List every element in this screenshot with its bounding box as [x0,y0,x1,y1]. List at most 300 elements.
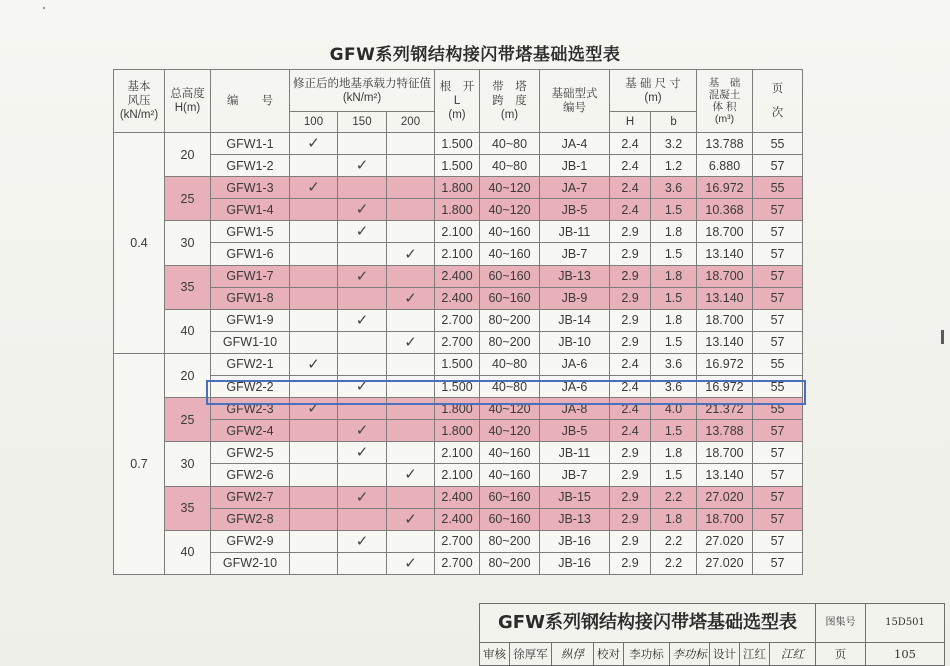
size-h-cell: 2.4 [610,155,651,177]
volume-cell: 21.372 [697,398,753,420]
foundation-type-cell: JB-11 [540,221,610,243]
root-spacing-cell: 2.700 [435,309,480,331]
bearing-check-cell [290,331,338,353]
root-spacing-cell: 2.100 [435,442,480,464]
bearing-check-cell [338,486,387,508]
check-mark-icon: ✓ [404,288,417,307]
bearing-check-cell [387,265,435,287]
header-text: 基础型式 [551,88,598,100]
size-b-cell: 1.8 [651,265,697,287]
bearing-check-cell [290,199,338,221]
table-body [114,133,803,575]
span-cell: 40~80 [480,376,540,398]
size-b-cell: 3.6 [651,376,697,398]
header-bearing-100: 100 [290,112,338,133]
code-cell: GFW2-2 [211,376,290,398]
header-text: L [453,95,461,107]
page-cell: 57 [753,530,803,552]
size-h-cell: 2.4 [610,177,651,199]
header-text: 跨 度 [492,95,527,107]
table-row [114,133,803,155]
bearing-check-cell [338,177,387,199]
code-cell: GFW2-8 [211,508,290,530]
review-signature: 纵俘 [552,642,594,666]
code-cell: GFW2-6 [211,464,290,486]
check-mark-icon: ✓ [307,178,320,197]
size-b-cell: 1.5 [651,464,697,486]
bearing-check-cell [338,376,387,398]
foundation-type-cell: JB-10 [540,331,610,353]
size-h-cell: 2.9 [610,309,651,331]
volume-cell: 16.972 [697,376,753,398]
root-spacing-cell: 1.800 [435,177,480,199]
header-text: 修正后的地基承载力特征值 [293,77,431,90]
bearing-check-cell [387,287,435,309]
page-cell: 57 [753,442,803,464]
span-cell: 40~120 [480,420,540,442]
volume-cell: 13.788 [697,133,753,155]
header-text: 体 积 [712,101,737,113]
header-bearing-200: 200 [387,112,435,133]
root-spacing-cell: 2.700 [435,530,480,552]
bearing-check-cell [338,309,387,331]
bearing-check-cell [387,155,435,177]
height-cell: 20 [165,133,211,177]
wind-pressure-cell: 0.7 [114,353,165,574]
design-label: 设计 [710,642,740,666]
review-label: 审核 [480,642,510,666]
span-cell: 40~80 [480,155,540,177]
bearing-check-cell [338,442,387,464]
size-b-cell: 1.5 [651,420,697,442]
size-h-cell: 2.4 [610,376,651,398]
root-spacing-cell: 1.500 [435,353,480,375]
table-row [114,552,803,574]
table-row [114,530,803,552]
bearing-check-cell [338,243,387,265]
bearing-check-cell [387,552,435,574]
size-b-cell: 1.5 [651,243,697,265]
volume-cell: 6.880 [697,155,753,177]
code-cell: GFW1-1 [211,133,290,155]
header-size-h: H [610,112,651,133]
bearing-check-cell [338,353,387,375]
span-cell: 80~200 [480,309,540,331]
header-bearing-150: 150 [338,112,387,133]
size-b-cell: 2.2 [651,530,697,552]
volume-cell: 13.140 [697,287,753,309]
code-cell: GFW1-2 [211,155,290,177]
size-h-cell: 2.9 [610,464,651,486]
speck [43,7,45,9]
table-row [114,353,803,375]
design-signature: 江红 [770,642,816,666]
bearing-check-cell [387,133,435,155]
table-row [114,199,803,221]
bearing-check-cell [387,177,435,199]
size-h-cell: 2.9 [610,486,651,508]
size-h-cell: 2.4 [610,420,651,442]
bearing-check-cell [387,442,435,464]
root-spacing-cell: 1.800 [435,398,480,420]
header-text: 编号 [563,102,587,114]
table-row [114,376,803,398]
bearing-check-cell [387,376,435,398]
volume-cell: 18.700 [697,309,753,331]
bearing-check-cell [338,552,387,574]
height-cell: 30 [165,221,211,265]
table-row [114,309,803,331]
header-text: 基本 [127,81,151,93]
size-b-cell: 1.8 [651,508,697,530]
volume-cell: 10.368 [697,199,753,221]
size-h-cell: 2.9 [610,530,651,552]
size-b-cell: 3.6 [651,353,697,375]
code-cell: GFW1-8 [211,287,290,309]
table-row [114,155,803,177]
height-cell: 25 [165,398,211,442]
page-cell: 57 [753,508,803,530]
bearing-check-cell [387,530,435,552]
root-spacing-cell: 1.500 [435,133,480,155]
check-mark-icon: ✓ [355,266,369,285]
foundation-type-cell: JB-16 [540,552,610,574]
check-mark-icon: ✓ [355,531,369,550]
page-number: 105 [894,647,916,661]
page-cell: 57 [753,199,803,221]
span-cell: 40~120 [480,177,540,199]
header-text: (m) [644,91,662,104]
foundation-type-cell: JB-9 [540,287,610,309]
bearing-check-cell [290,309,338,331]
header-wind-pressure [114,70,165,133]
code-cell: GFW2-1 [211,353,290,375]
size-h-cell: 2.9 [610,552,651,574]
root-spacing-cell: 2.100 [435,221,480,243]
page-cell: 57 [753,331,803,353]
size-h-cell: 2.9 [610,265,651,287]
bearing-check-cell [290,420,338,442]
size-b-cell: 2.2 [651,552,697,574]
height-cell: 35 [165,486,211,530]
volume-cell: 13.140 [697,331,753,353]
foundation-type-cell: JB-7 [540,464,610,486]
size-b-cell: 1.8 [651,442,697,464]
bearing-check-cell [290,486,338,508]
code-cell: GFW1-3 [211,177,290,199]
span-cell: 60~160 [480,508,540,530]
table-row [114,464,803,486]
code-cell: GFW1-10 [211,331,290,353]
volume-cell: 18.700 [697,508,753,530]
bearing-check-cell [387,309,435,331]
foundation-type-cell: JB-5 [540,199,610,221]
bearing-check-cell [387,508,435,530]
bearing-check-cell [290,508,338,530]
size-b-cell: 1.8 [651,221,697,243]
span-cell: 80~200 [480,530,540,552]
header-text: (m) [448,109,466,121]
check-mark-icon: ✓ [307,134,320,153]
check-mark-icon: ✓ [404,465,417,484]
check-mark-icon: ✓ [355,222,369,241]
table-row [114,508,803,530]
header-size-b: b [651,112,697,133]
table-row [114,331,803,353]
bearing-check-cell [290,464,338,486]
bearing-check-cell [290,376,338,398]
foundation-type-cell: JB-11 [540,442,610,464]
span-cell: 60~160 [480,265,540,287]
check-mark-icon: ✓ [307,399,320,418]
code-cell: GFW2-4 [211,420,290,442]
header-height [165,70,211,133]
page-cell: 57 [753,464,803,486]
foundation-type-cell: JB-7 [540,243,610,265]
page-cell: 55 [753,353,803,375]
code-cell: GFW1-4 [211,199,290,221]
span-cell: 40~120 [480,398,540,420]
header-foundation-type [540,70,610,133]
height-cell: 25 [165,177,211,221]
volume-cell: 16.972 [697,353,753,375]
size-b-cell: 3.6 [651,177,697,199]
bearing-check-cell [338,508,387,530]
bearing-check-cell [387,353,435,375]
size-b-cell: 4.0 [651,398,697,420]
code-cell: GFW2-7 [211,486,290,508]
header-concrete-volume [697,70,753,133]
volume-cell: 27.020 [697,552,753,574]
bearing-check-cell [387,420,435,442]
check-mark-icon: ✓ [355,443,369,462]
table-row [114,486,803,508]
code-cell: GFW1-9 [211,309,290,331]
root-spacing-cell: 1.800 [435,420,480,442]
bearing-check-cell [338,464,387,486]
header-text: H(m) [174,102,201,114]
foundation-type-cell: JA-7 [540,177,610,199]
foundation-type-cell: JA-6 [540,376,610,398]
bearing-check-cell [290,133,338,155]
bearing-check-cell [338,287,387,309]
span-cell: 60~160 [480,287,540,309]
page-cell: 57 [753,221,803,243]
check-label: 校对 [594,642,624,666]
header-bearing [290,70,435,112]
page-cell: 57 [753,265,803,287]
bearing-check-cell [338,398,387,420]
code-cell: GFW2-3 [211,398,290,420]
bearing-check-cell [290,398,338,420]
span-cell: 40~160 [480,243,540,265]
header-text: 基 础 尺 寸 [625,77,681,90]
bearing-check-cell [290,265,338,287]
height-cell: 20 [165,353,211,397]
size-h-cell: 2.9 [610,243,651,265]
bearing-check-cell [290,552,338,574]
size-h-cell: 2.9 [610,331,651,353]
span-cell: 40~160 [480,442,540,464]
wind-pressure-cell: 0.4 [114,133,165,354]
code-cell: GFW2-9 [211,530,290,552]
table-row [114,177,803,199]
size-b-cell: 1.5 [651,287,697,309]
foundation-type-cell: JB-14 [540,309,610,331]
header-code [211,70,290,133]
size-h-cell: 2.4 [610,353,651,375]
design-name: 江红 [740,642,770,666]
height-cell: 35 [165,265,211,309]
check-mark-icon: ✓ [404,509,417,528]
span-cell: 80~200 [480,331,540,353]
atlas-number: 15D501 [885,617,925,628]
header-text: (m) [500,109,519,121]
root-spacing-cell: 2.100 [435,464,480,486]
root-spacing-cell: 2.700 [435,552,480,574]
size-h-cell: 2.9 [610,287,651,309]
root-spacing-cell: 1.500 [435,376,480,398]
header-text: 根 开 [439,81,475,93]
bearing-check-cell [290,243,338,265]
page-cell: 55 [753,177,803,199]
root-spacing-cell: 2.700 [435,331,480,353]
page-label: 页 [816,642,866,666]
bearing-check-cell [290,353,338,375]
size-b-cell: 1.2 [651,155,697,177]
header-text: 总高度 [170,88,205,100]
size-h-cell: 2.9 [610,442,651,464]
bearing-check-cell [387,398,435,420]
header-text: 基 础 [708,77,741,89]
span-cell: 40~80 [480,353,540,375]
page-cell: 57 [753,420,803,442]
volume-cell: 18.700 [697,221,753,243]
size-h-cell: 2.9 [610,508,651,530]
size-h-cell: 2.4 [610,199,651,221]
span-cell: 40~120 [480,199,540,221]
volume-cell: 18.700 [697,442,753,464]
header-text: 次 [771,107,784,119]
header-text: (kN/m²) [342,91,382,104]
size-b-cell: 2.2 [651,486,697,508]
size-b-cell: 1.5 [651,199,697,221]
size-b-cell: 1.5 [651,331,697,353]
bearing-check-cell [338,199,387,221]
root-spacing-cell: 2.400 [435,287,480,309]
page-cell: 55 [753,398,803,420]
bearing-check-cell [338,221,387,243]
bearing-check-cell [338,331,387,353]
table-row [114,442,803,464]
foundation-type-cell: JB-5 [540,420,610,442]
volume-cell: 13.788 [697,420,753,442]
foundation-type-cell: JA-8 [540,398,610,420]
page-cell: 57 [753,309,803,331]
check-mark-icon: ✓ [355,421,369,440]
header-root-spacing [435,70,480,133]
check-mark-icon: ✓ [404,244,417,263]
bearing-check-cell [387,464,435,486]
height-cell: 40 [165,530,211,574]
bearing-check-cell [387,486,435,508]
height-cell: 30 [165,442,211,486]
foundation-type-cell: JA-6 [540,353,610,375]
foundation-type-cell: JB-13 [540,508,610,530]
atlas-label: 图集号 [816,604,866,642]
size-h-cell: 2.9 [610,221,651,243]
bearing-check-cell [387,199,435,221]
foundation-type-cell: JA-4 [540,133,610,155]
header-text: 风压 [127,95,151,107]
size-b-cell: 3.2 [651,133,697,155]
volume-cell: 27.020 [697,530,753,552]
page-cell: 57 [753,155,803,177]
size-h-cell: 2.4 [610,133,651,155]
foundation-type-cell: JB-13 [540,265,610,287]
volume-cell: 13.140 [697,243,753,265]
span-cell: 40~80 [480,133,540,155]
table-row [114,420,803,442]
check-mark-icon: ✓ [355,377,369,396]
header-page [753,70,803,133]
header-span [480,70,540,133]
bearing-check-cell [290,442,338,464]
page-cell: 57 [753,243,803,265]
header-text: (kN/m²) [119,109,159,121]
root-spacing-cell: 1.800 [435,199,480,221]
bearing-check-cell [387,331,435,353]
check-name: 李功标 [624,642,670,666]
volume-cell: 13.140 [697,464,753,486]
table-header [114,70,803,133]
bearing-check-cell [290,287,338,309]
foundation-selection-table [113,69,803,575]
code-cell: GFW2-5 [211,442,290,464]
bearing-check-cell [387,221,435,243]
check-signature: 李功标 [670,642,710,666]
volume-cell: 16.972 [697,177,753,199]
check-mark-icon: ✓ [355,310,369,329]
header-text: 带 塔 [492,81,527,93]
volume-cell: 18.700 [697,265,753,287]
header-text: (m³) [714,113,735,125]
root-spacing-cell: 1.500 [435,155,480,177]
table-row [114,398,803,420]
header-text: 编 号 [227,95,273,107]
table-row [114,265,803,287]
bearing-check-cell [290,530,338,552]
check-mark-icon: ✓ [404,332,417,351]
root-spacing-cell: 2.400 [435,265,480,287]
span-cell: 80~200 [480,552,540,574]
check-mark-icon: ✓ [355,156,369,175]
foundation-type-cell: JB-15 [540,486,610,508]
header-text: 混凝土 [708,89,741,101]
table-row [114,287,803,309]
table-row [114,243,803,265]
bearing-check-cell [290,155,338,177]
code-cell: GFW1-5 [211,221,290,243]
check-mark-icon: ✓ [355,200,369,219]
header-text: 页 [771,83,784,95]
bearing-check-cell [290,221,338,243]
page-cell: 57 [753,486,803,508]
span-cell: 40~160 [480,221,540,243]
size-h-cell: 2.4 [610,398,651,420]
code-cell: GFW1-6 [211,243,290,265]
table-row [114,221,803,243]
